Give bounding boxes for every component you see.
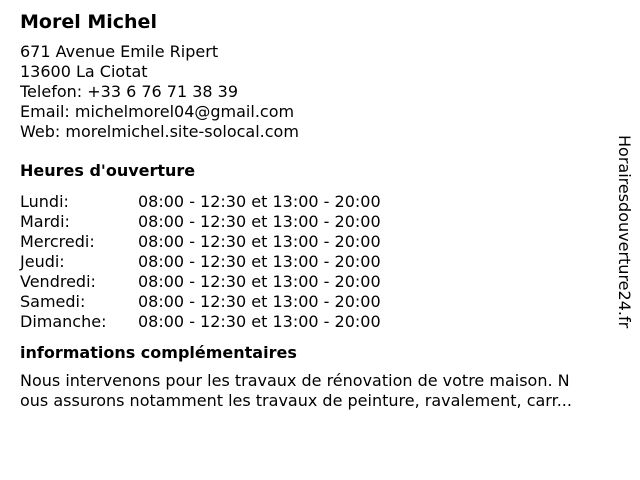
- site-watermark: Horairesdouverture24.fr: [615, 135, 634, 329]
- hours-row-wednesday: [20, 232, 620, 252]
- hours-time: 08:00 - 12:30 et 13:00 - 20:00: [138, 292, 381, 311]
- phone-line: Telefon: +33 6 76 71 38 39: [20, 82, 239, 101]
- info-description: [20, 371, 618, 411]
- web-line: Web: morelmichel.site-solocal.com: [20, 122, 299, 141]
- hours-day: Jeudi:: [20, 252, 65, 271]
- hours-day: Dimanche:: [20, 312, 107, 331]
- hours-time: 08:00 - 12:30 et 13:00 - 20:00: [138, 312, 381, 331]
- address-line-1: 671 Avenue Emile Ripert: [20, 42, 219, 61]
- hours-time: 08:00 - 12:30 et 13:00 - 20:00: [138, 212, 381, 231]
- hours-table: [20, 192, 620, 332]
- hours-row-tuesday: [20, 212, 620, 232]
- info-description-line-2: ous assurons notamment les travaux de peinture, ravalement, carr...: [20, 391, 572, 410]
- contact-block: [20, 42, 620, 142]
- hours-time: 08:00 - 12:30 et 13:00 - 20:00: [138, 252, 381, 271]
- hours-day: Samedi:: [20, 292, 86, 311]
- info-title: informations complémentaires: [20, 343, 297, 362]
- hours-row-monday: [20, 192, 620, 212]
- email-line: Email: michelmorel04@gmail.com: [20, 102, 295, 121]
- business-card: [20, 10, 620, 411]
- info-description-line-1: Nous intervenons pour les travaux de rénovation de votre maison. N: [20, 371, 570, 390]
- hours-row-saturday: [20, 292, 620, 312]
- hours-time: 08:00 - 12:30 et 13:00 - 20:00: [138, 192, 381, 211]
- hours-row-sunday: [20, 312, 620, 332]
- business-name: Morel Michel: [20, 11, 157, 33]
- hours-day: Mardi:: [20, 212, 70, 231]
- hours-row-friday: [20, 272, 620, 292]
- hours-row-thursday: [20, 252, 620, 272]
- hours-time: 08:00 - 12:30 et 13:00 - 20:00: [138, 232, 381, 251]
- hours-title: Heures d'ouverture: [20, 161, 196, 180]
- hours-day: Vendredi:: [20, 272, 96, 291]
- hours-day: Mercredi:: [20, 232, 95, 251]
- address-line-2: 13600 La Ciotat: [20, 62, 148, 81]
- hours-day: Lundi:: [20, 192, 69, 211]
- hours-time: 08:00 - 12:30 et 13:00 - 20:00: [138, 272, 381, 291]
